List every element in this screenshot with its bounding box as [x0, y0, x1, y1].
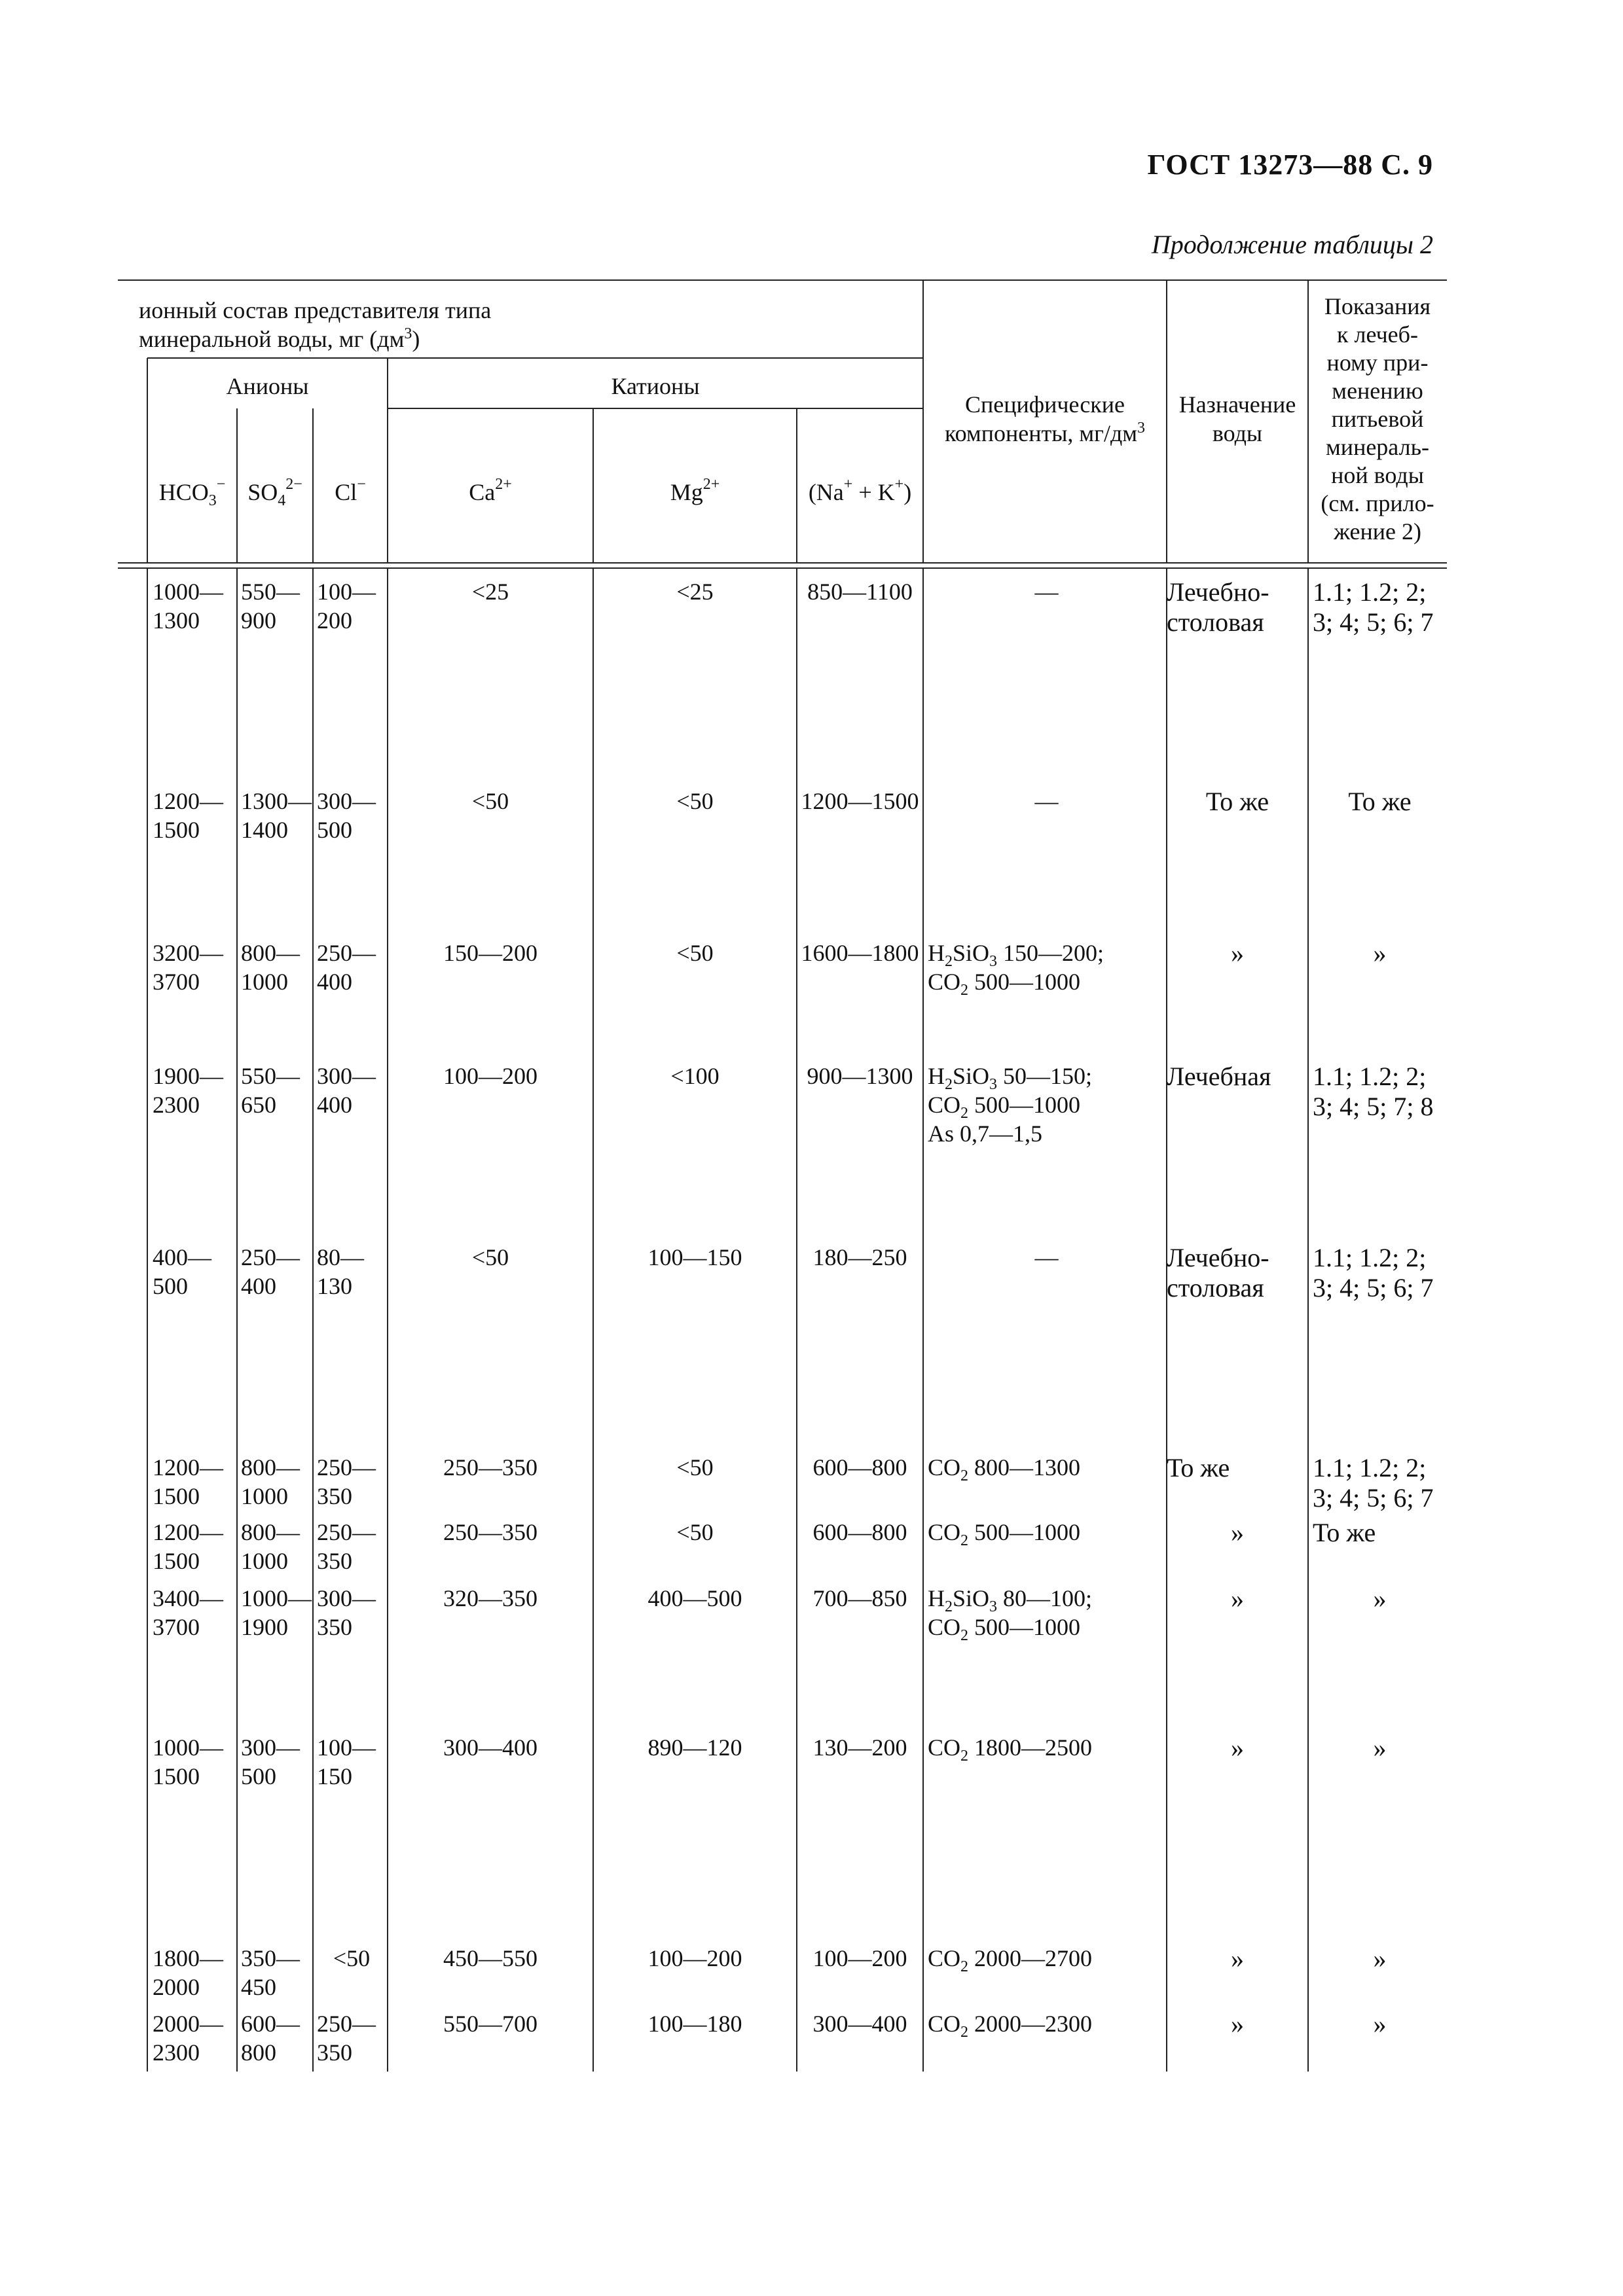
cell-cl: 100— 200 — [317, 579, 376, 634]
col-ca: $Ca^{2+}$ — [469, 476, 512, 505]
cell-so4: 550— 650 — [241, 1063, 300, 1118]
anions-header: Анионы — [226, 373, 309, 399]
cell-specific: $H_2SiO_3$ 150—200; $CO_2$ 500—1000 — [928, 940, 1104, 999]
cell-mg: 100—180 — [647, 2011, 742, 2037]
cell-ca: 250—350 — [443, 1454, 538, 1480]
cell-specific: $CO_2$ 500—1000 — [928, 1519, 1081, 1550]
cell-nak: 600—800 — [812, 1454, 907, 1480]
cell-ca: <50 — [471, 1244, 509, 1270]
cell-hco3: 3200— 3700 — [153, 940, 223, 995]
cell-ca: <25 — [471, 579, 509, 605]
cell-nak: 180—250 — [812, 1244, 907, 1270]
cell-mg: 100—200 — [647, 1945, 742, 1971]
cell-so4: 550— 900 — [241, 579, 300, 634]
cell-ca: 150—200 — [443, 940, 538, 966]
cell-specific: $CO_2$ 2000—2300 — [928, 2011, 1093, 2041]
cell-hco3: 1000— 1500 — [153, 1734, 223, 1789]
cell-mg: <50 — [676, 1519, 714, 1545]
cell-specific: $CO_2$ 1800—2500 — [928, 1734, 1093, 1765]
col-hco3: $HCO_3^-$ — [158, 476, 226, 510]
cell-hco3: 2000— 2300 — [153, 2011, 223, 2066]
cell-specific: $CO_2$ 2000—2700 — [928, 1945, 1093, 1976]
cell-indications: 1.1; 1.2; 2; 3; 4; 5; 6; 7 — [1313, 577, 1434, 637]
cell-mg: 400—500 — [647, 1585, 742, 1611]
cell-so4: 1000— 1900 — [241, 1585, 312, 1640]
cell-specific: — — [1034, 788, 1059, 814]
cell-indications: 1.1; 1.2; 2; 3; 4; 5; 7; 8 — [1313, 1062, 1434, 1121]
cell-ca: 300—400 — [443, 1734, 538, 1761]
cell-purpose: » — [1231, 1518, 1244, 1547]
cell-so4: 800— 1000 — [241, 1454, 300, 1509]
cell-purpose: Лечебно- столовая — [1167, 577, 1269, 637]
cell-hco3: 1800— 2000 — [153, 1945, 223, 2000]
cell-mg: <50 — [676, 1454, 714, 1480]
cell-so4: 350— 450 — [241, 1945, 300, 2000]
cell-so4: 800— 1000 — [241, 1519, 300, 1574]
cell-hco3: 1000— 1300 — [153, 579, 223, 634]
cell-mg: <25 — [676, 579, 714, 605]
cell-purpose: » — [1231, 1733, 1244, 1763]
cell-mg: <50 — [676, 940, 714, 966]
cell-nak: 850—1100 — [807, 579, 913, 605]
cell-nak: 900—1300 — [807, 1063, 913, 1089]
cell-purpose: Лечебно- столовая — [1167, 1243, 1269, 1302]
cell-mg: <50 — [676, 788, 714, 814]
cell-cl: 300— 400 — [317, 1063, 376, 1118]
cell-cl: 300— 350 — [317, 1585, 376, 1640]
cations-header: Катионы — [611, 373, 700, 399]
cell-indications: » — [1373, 1733, 1387, 1763]
col-indications: Показания к лечеб- ному при- менению питьевой минераль- ной воды (см. прило- жение 2) — [1321, 293, 1434, 545]
cell-ca: 450—550 — [443, 1945, 538, 1971]
cell-purpose: » — [1231, 939, 1244, 968]
cell-cl: 80— 130 — [317, 1244, 364, 1299]
cell-cl: 250— 350 — [317, 1454, 376, 1509]
cell-specific: — — [1034, 579, 1059, 605]
cell-so4: 300— 500 — [241, 1734, 300, 1789]
cell-so4: 1300— 1400 — [241, 788, 312, 843]
cell-so4: 800— 1000 — [241, 940, 300, 995]
cell-nak: 130—200 — [812, 1734, 907, 1761]
cell-nak: 300—400 — [812, 2011, 907, 2037]
cell-ca: 550—700 — [443, 2011, 538, 2037]
col-so4: $SO_4^{2-}$ — [247, 476, 302, 510]
cell-hco3: 1900— 2300 — [153, 1063, 223, 1118]
col-na-k: (Na+ + K+) — [808, 476, 912, 505]
cell-purpose: » — [1231, 1584, 1244, 1613]
cell-hco3: 1200— 1500 — [153, 1454, 223, 1509]
col-purpose: Назначение воды — [1178, 391, 1296, 446]
cell-ca: 250—350 — [443, 1519, 538, 1545]
cell-specific: $CO_2$ 800—1300 — [928, 1454, 1081, 1485]
cell-nak: 700—850 — [812, 1585, 907, 1611]
page-header: ГОСТ 13273—88 С. 9 — [1147, 149, 1433, 181]
cell-indications: То же — [1348, 787, 1412, 816]
cell-hco3: 1200— 1500 — [153, 788, 223, 843]
cell-specific: $H_2SiO_3$ 50—150; $CO_2$ 500—1000 As 0,7—1,5 — [928, 1063, 1093, 1147]
group-title: ионный состав представителя типа минеральной воды, мг $(дм^3)$ — [139, 297, 492, 352]
cell-mg: 890—120 — [647, 1734, 742, 1761]
col-cl: Cl− — [335, 476, 366, 505]
cell-indications: 1.1; 1.2; 2; 3; 4; 5; 6; 7 — [1313, 1453, 1434, 1513]
cell-indications: То же — [1313, 1518, 1376, 1547]
cell-hco3: 1200— 1500 — [153, 1519, 223, 1574]
cell-indications: » — [1373, 1944, 1387, 1973]
cell-specific: — — [1034, 1244, 1059, 1270]
col-mg: $Mg^{2+}$ — [670, 476, 720, 505]
cell-ca: <50 — [471, 788, 509, 814]
cell-nak: 1200—1500 — [801, 788, 919, 814]
cell-cl: 250— 400 — [317, 940, 376, 995]
cell-purpose: » — [1231, 1944, 1244, 1973]
cell-cl: 100— 150 — [317, 1734, 376, 1789]
cell-purpose: Лечебная — [1167, 1062, 1271, 1091]
cell-cl: 300— 500 — [317, 788, 376, 843]
cell-cl: 250— 350 — [317, 1519, 376, 1574]
cell-ca: 100—200 — [443, 1063, 538, 1089]
cell-indications: » — [1373, 1584, 1387, 1613]
cell-so4: 600— 800 — [241, 2011, 300, 2066]
cell-cl: <50 — [333, 1945, 371, 1971]
cell-mg: 100—150 — [647, 1244, 742, 1270]
cell-indications: » — [1373, 939, 1387, 968]
cell-so4: 250— 400 — [241, 1244, 300, 1299]
cell-nak: 1600—1800 — [801, 940, 919, 966]
cell-mg: <100 — [670, 1063, 720, 1089]
cell-purpose: » — [1231, 2009, 1244, 2039]
cell-hco3: 3400— 3700 — [153, 1585, 223, 1640]
cell-specific: $H_2SiO_3$ 80—100; $CO_2$ 500—1000 — [928, 1585, 1093, 1645]
cell-nak: 100—200 — [812, 1945, 907, 1971]
col-specific: Специфические компоненты, $мг/дм^3$ — [944, 391, 1146, 446]
cell-purpose: То же — [1167, 1453, 1230, 1482]
cell-nak: 600—800 — [812, 1519, 907, 1545]
cell-ca: 320—350 — [443, 1585, 538, 1611]
cell-indications: » — [1373, 2009, 1387, 2039]
cell-purpose: То же — [1205, 787, 1269, 816]
table-caption: Продолжение таблицы 2 — [1151, 230, 1433, 259]
cell-hco3: 400— 500 — [153, 1244, 211, 1299]
cell-cl: 250— 350 — [317, 2011, 376, 2066]
cell-indications: 1.1; 1.2; 2; 3; 4; 5; 6; 7 — [1313, 1243, 1434, 1302]
